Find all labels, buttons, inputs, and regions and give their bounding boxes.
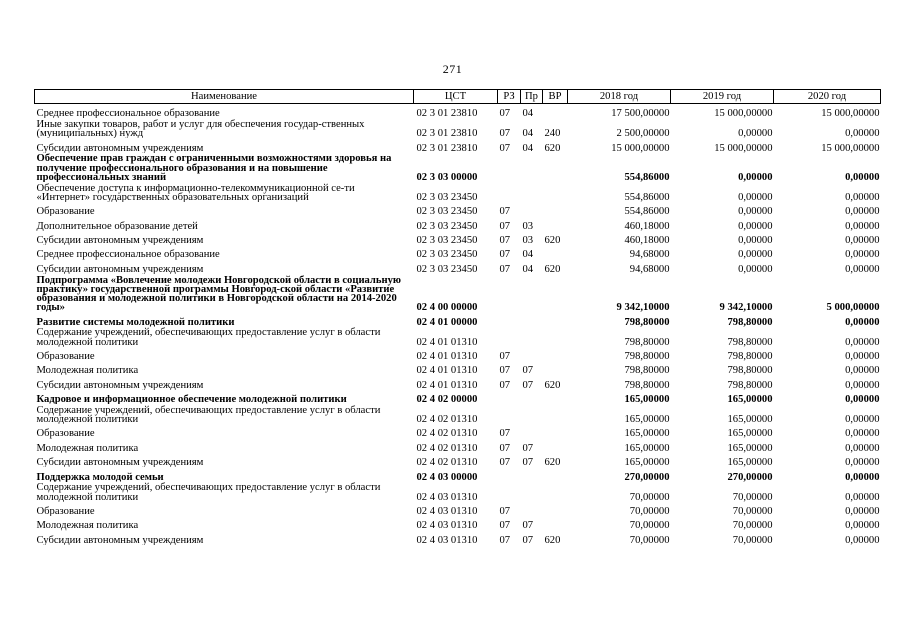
cell-2019: 0,00000	[738, 128, 773, 139]
cell-2018: 94,68000	[629, 249, 670, 260]
cell-2018: 798,80000	[624, 379, 670, 390]
table-row	[35, 216, 881, 230]
cell-2019: 0,00000	[738, 263, 773, 274]
cell-vr	[543, 404, 568, 424]
cell-2018: 798,80000	[624, 316, 670, 327]
cell-name: Обеспечение прав граждан с ограниченными возможностями здоровья на получение профессионального образования и на повышение профессиональных знаний	[36, 153, 392, 182]
cell-2018: 554,86000	[624, 206, 670, 217]
cell-2020: 0,00000	[845, 171, 880, 182]
table-row	[35, 453, 881, 467]
cell-2019: 270,00000	[727, 471, 773, 482]
cell-pr	[521, 202, 543, 216]
cell-cst: 02 4 01 01310	[416, 336, 478, 347]
cell-vr	[543, 202, 568, 216]
cell-pr	[521, 347, 543, 361]
cell-2018: 70,00000	[629, 534, 670, 545]
cell-2019: 798,80000	[727, 316, 773, 327]
cell-2020: 0,00000	[845, 191, 880, 202]
cell-2020: 0,00000	[845, 249, 880, 260]
cell-2020: 5 000,00000	[826, 302, 880, 313]
cell-2020: 0,00000	[845, 350, 880, 362]
cell-2019: 165,00000	[727, 442, 773, 454]
cell-name: Образование	[36, 206, 95, 217]
table-row	[35, 361, 881, 375]
cell-rz: 07	[499, 457, 511, 468]
cell-rz	[498, 404, 521, 424]
cell-cst: 02 4 00 00000	[416, 302, 478, 313]
cell-vr	[543, 274, 568, 312]
cell-2018: 798,80000	[624, 336, 670, 347]
cell-2018: 460,18000	[624, 220, 670, 231]
cell-cst: 02 4 03 00000	[416, 471, 478, 482]
cell-cst: 02 3 03 23450	[416, 263, 478, 274]
cell-2018: 15 000,00000	[611, 142, 670, 153]
cell-pr: 07	[522, 365, 534, 376]
cell-vr	[543, 467, 568, 481]
table-row	[35, 424, 881, 438]
cell-name: Подпрограмма «Вовлечение молодежи Новгородской области в социальную практику» государственной программы Новгород-ской области «Развитие образования и молодежной политики в Новгородской области на 2014-2020 годы»	[36, 274, 401, 313]
cell-name: Поддержка молодой семьи	[36, 471, 164, 482]
table-header-row	[35, 90, 881, 104]
cell-2018: 165,00000	[624, 394, 670, 405]
header-name: Наименование	[35, 90, 414, 104]
cell-rz	[498, 390, 521, 404]
cell-vr	[543, 361, 568, 375]
cell-rz	[498, 182, 521, 202]
cell-pr	[521, 182, 543, 202]
cell-2020: 0,00000	[845, 442, 880, 454]
cell-2018: 17 500,00000	[611, 108, 670, 119]
cell-name: Кадровое и информационное обеспечение молодежной политики	[36, 394, 347, 405]
cell-2018: 165,00000	[624, 428, 670, 439]
cell-vr	[543, 482, 568, 502]
cell-name: Содержание учреждений, обеспечивающих предоставление услуг в области молодежной политики	[36, 482, 381, 502]
cell-cst: 02 4 03 01310	[416, 491, 478, 502]
cell-2019: 798,80000	[727, 350, 773, 362]
cell-cst: 02 4 02 01310	[416, 428, 478, 439]
cell-2020: 0,00000	[845, 316, 880, 327]
cell-2019: 70,00000	[732, 491, 773, 502]
cell-name: Субсидии автономным учреждениям	[36, 379, 204, 390]
header-cst: ЦСТ	[414, 90, 498, 104]
cell-name: Развитие системы молодежной политики	[36, 316, 235, 327]
page-number: 271	[442, 62, 463, 76]
cell-2019: 0,00000	[738, 220, 773, 231]
cell-rz	[498, 274, 521, 312]
cell-2018: 2 500,00000	[616, 128, 670, 139]
cell-cst: 02 4 03 01310	[416, 534, 478, 545]
cell-name: Молодежная политика	[36, 442, 139, 454]
cell-vr: 620	[544, 142, 561, 153]
cell-vr: 240	[544, 128, 561, 139]
cell-2020: 0,00000	[845, 520, 880, 531]
cell-2018: 165,00000	[624, 457, 670, 468]
cell-vr	[543, 327, 568, 347]
cell-name: Субсидии автономным учреждениям	[36, 234, 204, 246]
cell-2019: 165,00000	[727, 428, 773, 439]
cell-rz: 07	[499, 220, 511, 231]
cell-vr: 620	[544, 379, 561, 390]
table-row	[35, 153, 881, 182]
cell-vr	[543, 390, 568, 404]
cell-2020: 0,00000	[845, 263, 880, 274]
cell-rz	[498, 482, 521, 502]
cell-2019: 70,00000	[732, 520, 773, 531]
cell-2020: 0,00000	[845, 365, 880, 376]
cell-2020: 0,00000	[845, 128, 880, 139]
cell-cst: 02 3 03 23450	[416, 206, 478, 217]
cell-cst: 02 4 03 01310	[416, 506, 478, 517]
cell-pr	[521, 153, 543, 182]
cell-pr	[521, 482, 543, 502]
cell-name: Субсидии автономным учреждениям	[36, 534, 204, 545]
cell-pr	[521, 327, 543, 347]
cell-name: Среднее профессиональное образование	[36, 108, 220, 119]
cell-name: Иные закупки товаров, работ и услуг для обеспечения государ-ственных (муниципальных) нужд	[36, 118, 365, 139]
cell-name: Субсидии автономным учреждениям	[36, 457, 204, 468]
cell-vr	[543, 312, 568, 326]
cell-name: Обеспечение доступа к информационно-телекоммуникационной се-ти «Интернет» государственных образовательных организаций	[36, 182, 355, 202]
cell-rz: 07	[499, 428, 511, 439]
table-row	[35, 502, 881, 516]
cell-2019: 165,00000	[727, 414, 773, 425]
cell-2020: 0,00000	[845, 428, 880, 439]
table-row	[35, 516, 881, 530]
cell-cst: 02 3 01 23810	[416, 108, 478, 119]
cell-rz	[498, 153, 521, 182]
cell-vr	[543, 502, 568, 516]
header-2019: 2019 год	[671, 90, 774, 104]
cell-rz	[498, 467, 521, 481]
cell-cst: 02 3 03 23450	[416, 249, 478, 260]
cell-2019: 70,00000	[732, 534, 773, 545]
table-row	[35, 274, 881, 312]
cell-2020: 0,00000	[845, 471, 880, 482]
cell-2019: 165,00000	[727, 394, 773, 405]
cell-cst: 02 4 02 00000	[416, 394, 478, 405]
cell-2019: 9 342,10000	[719, 302, 773, 313]
cell-rz: 07	[499, 128, 511, 139]
table-row	[35, 118, 881, 138]
cell-2020: 0,00000	[845, 506, 880, 517]
cell-cst: 02 4 01 00000	[416, 316, 478, 327]
cell-pr	[521, 502, 543, 516]
cell-2020: 0,00000	[845, 414, 880, 425]
cell-pr	[521, 467, 543, 481]
cell-2019: 0,00000	[738, 249, 773, 260]
cell-pr: 04	[522, 128, 534, 139]
cell-2019: 798,80000	[727, 379, 773, 390]
budget-table	[34, 89, 881, 545]
table-row	[35, 260, 881, 274]
cell-vr	[543, 182, 568, 202]
cell-rz	[498, 312, 521, 326]
cell-2020: 0,00000	[845, 457, 880, 468]
cell-rz: 07	[499, 350, 511, 362]
cell-2018: 460,18000	[624, 234, 670, 246]
cell-pr: 07	[522, 457, 534, 468]
cell-2019: 15 000,00000	[714, 108, 773, 119]
cell-pr: 07	[522, 520, 534, 531]
cell-rz: 07	[499, 506, 511, 517]
cell-vr	[543, 245, 568, 259]
cell-name: Молодежная политика	[36, 520, 139, 531]
cell-2020: 15 000,00000	[821, 142, 880, 153]
cell-name: Дополнительное образование детей	[36, 220, 198, 231]
cell-vr	[543, 439, 568, 453]
cell-2019: 15 000,00000	[714, 142, 773, 153]
table-row	[35, 202, 881, 216]
table-row	[35, 347, 881, 361]
cell-rz: 07	[499, 379, 511, 390]
cell-rz: 07	[499, 534, 511, 545]
cell-name: Субсидии автономным учреждениям	[36, 263, 204, 274]
cell-2020: 0,00000	[845, 379, 880, 390]
cell-cst: 02 4 03 01310	[416, 520, 478, 531]
cell-2019: 0,00000	[738, 191, 773, 202]
cell-2020: 15 000,00000	[821, 108, 880, 119]
cell-pr: 03	[522, 220, 534, 231]
cell-name: Образование	[36, 506, 95, 517]
table-row	[35, 182, 881, 202]
header-pr: Пр	[521, 90, 543, 104]
cell-pr	[521, 274, 543, 312]
cell-name: Среднее профессиональное образование	[36, 249, 220, 260]
cell-2018: 165,00000	[624, 414, 670, 425]
cell-vr	[543, 216, 568, 230]
cell-2020: 0,00000	[845, 534, 880, 545]
cell-rz: 07	[499, 442, 511, 454]
cell-name: Молодежная политика	[36, 365, 139, 376]
cell-pr	[521, 390, 543, 404]
cell-name: Субсидии автономным учреждениям	[36, 142, 204, 153]
cell-vr	[543, 104, 568, 119]
cell-2019: 0,00000	[738, 171, 773, 182]
cell-2019: 0,00000	[738, 234, 773, 246]
cell-2020: 0,00000	[845, 234, 880, 246]
cell-pr: 04	[522, 142, 534, 153]
cell-cst: 02 4 01 01310	[416, 365, 478, 376]
cell-vr: 620	[544, 263, 561, 274]
cell-2019: 70,00000	[732, 506, 773, 517]
cell-rz: 07	[499, 206, 511, 217]
cell-pr: 04	[522, 108, 534, 119]
table-row	[35, 327, 881, 347]
cell-cst: 02 4 01 01310	[416, 379, 478, 390]
cell-rz: 07	[499, 249, 511, 260]
header-2018: 2018 год	[568, 90, 671, 104]
header-vr: ВР	[543, 90, 568, 104]
table-row	[35, 245, 881, 259]
cell-pr: 07	[522, 442, 534, 454]
cell-pr: 04	[522, 249, 534, 260]
cell-pr	[521, 404, 543, 424]
cell-2019: 798,80000	[727, 336, 773, 347]
cell-2019: 0,00000	[738, 206, 773, 217]
cell-cst: 02 4 02 01310	[416, 442, 478, 454]
cell-vr: 620	[544, 457, 561, 468]
cell-pr: 07	[522, 379, 534, 390]
cell-cst: 02 3 01 23810	[416, 128, 478, 139]
table-row	[35, 104, 881, 119]
cell-2018: 554,86000	[624, 171, 670, 182]
cell-2018: 70,00000	[629, 520, 670, 531]
cell-name: Образование	[36, 428, 95, 439]
cell-pr	[521, 312, 543, 326]
cell-2020: 0,00000	[845, 220, 880, 231]
cell-cst: 02 4 02 01310	[416, 457, 478, 468]
cell-2018: 554,86000	[624, 191, 670, 202]
cell-vr	[543, 153, 568, 182]
cell-name: Содержание учреждений, обеспечивающих предоставление услуг в области молодежной политики	[36, 327, 381, 347]
cell-rz: 07	[499, 263, 511, 274]
cell-vr: 620	[544, 534, 561, 545]
table-row	[35, 312, 881, 326]
table-row	[35, 482, 881, 502]
cell-cst: 02 3 03 23450	[416, 191, 478, 202]
cell-vr	[543, 347, 568, 361]
cell-2018: 70,00000	[629, 491, 670, 502]
table-row	[35, 467, 881, 481]
cell-cst: 02 4 02 01310	[416, 414, 478, 425]
cell-2018: 9 342,10000	[616, 302, 670, 313]
cell-2020: 0,00000	[845, 206, 880, 217]
table-row	[35, 390, 881, 404]
header-rz: РЗ	[498, 90, 521, 104]
cell-2018: 165,00000	[624, 442, 670, 454]
cell-2020: 0,00000	[845, 491, 880, 502]
cell-2018: 270,00000	[624, 471, 670, 482]
table-row	[35, 138, 881, 152]
cell-vr: 620	[544, 234, 561, 246]
cell-2020: 0,00000	[845, 336, 880, 347]
table-row	[35, 404, 881, 424]
cell-cst: 02 3 01 23810	[416, 142, 478, 153]
cell-name: Образование	[36, 350, 95, 362]
cell-rz: 07	[499, 234, 511, 246]
table-row	[35, 439, 881, 453]
cell-cst: 02 4 01 01310	[416, 350, 478, 362]
cell-pr: 03	[522, 234, 534, 246]
cell-2019: 798,80000	[727, 365, 773, 376]
cell-2018: 798,80000	[624, 350, 670, 362]
cell-rz: 07	[499, 142, 511, 153]
cell-rz: 07	[499, 520, 511, 531]
cell-rz: 07	[499, 365, 511, 376]
cell-vr	[543, 516, 568, 530]
cell-cst: 02 3 03 23450	[416, 234, 478, 246]
cell-2018: 70,00000	[629, 506, 670, 517]
header-2020: 2020 год	[774, 90, 881, 104]
table-body	[35, 104, 881, 546]
cell-name: Содержание учреждений, обеспечивающих предоставление услуг в области молодежной политики	[36, 404, 381, 425]
cell-2018: 94,68000	[629, 263, 670, 274]
table-row	[35, 375, 881, 389]
cell-cst: 02 3 03 00000	[416, 171, 478, 182]
cell-pr	[521, 424, 543, 438]
table-row	[35, 531, 881, 545]
cell-cst: 02 3 03 23450	[416, 220, 478, 231]
cell-2020: 0,00000	[845, 394, 880, 405]
table-row	[35, 231, 881, 245]
cell-2019: 165,00000	[727, 457, 773, 468]
cell-vr	[543, 424, 568, 438]
cell-pr: 07	[522, 534, 534, 545]
cell-rz	[498, 327, 521, 347]
cell-2018: 798,80000	[624, 365, 670, 376]
cell-rz: 07	[499, 108, 511, 119]
cell-pr: 04	[522, 263, 534, 274]
